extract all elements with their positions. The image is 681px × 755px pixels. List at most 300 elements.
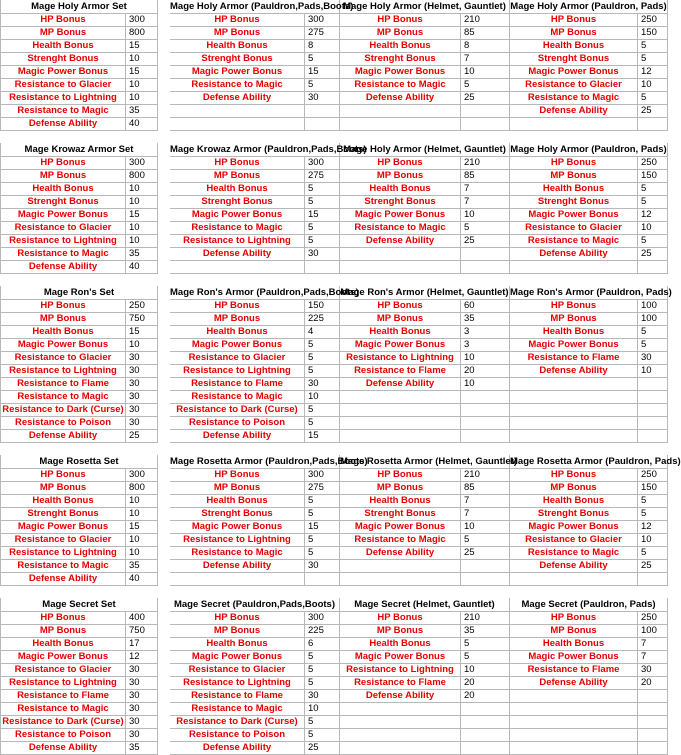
stat-label-cell[interactable]: Resistance to Lightning [170, 677, 305, 690]
stat-value-cell[interactable]: 5 [638, 92, 668, 105]
stat-value-cell[interactable]: 15 [126, 66, 158, 79]
stat-label-cell[interactable]: HP Bonus [170, 612, 305, 625]
table-header[interactable]: Mage Krowaz Armor (Pauldron,Pads,Boots) [170, 144, 367, 155]
stat-label-cell[interactable] [510, 430, 638, 443]
stat-value-cell[interactable]: 10 [126, 222, 158, 235]
stat-label-cell[interactable]: Defense Ability [510, 560, 638, 573]
stat-value-cell[interactable]: 5 [638, 495, 668, 508]
stat-value-cell[interactable]: 210 [461, 612, 510, 625]
table-header[interactable]: Mage Rosetta Set [0, 455, 158, 469]
stat-label-cell[interactable]: HP Bonus [0, 612, 126, 625]
stat-value-cell[interactable] [305, 105, 340, 118]
stat-label-cell[interactable]: MP Bonus [510, 313, 638, 326]
stat-label-cell[interactable]: Health Bonus [170, 183, 305, 196]
stat-label-cell[interactable]: Resistance to Flame [510, 352, 638, 365]
stat-value-cell[interactable]: 275 [305, 482, 340, 495]
stat-value-cell[interactable]: 30 [305, 92, 340, 105]
stat-label-cell[interactable]: Resistance to Glacier [510, 534, 638, 547]
stat-label-cell[interactable]: Health Bonus [0, 495, 126, 508]
stat-value-cell[interactable]: 250 [638, 469, 668, 482]
stat-value-cell[interactable] [461, 261, 510, 274]
stat-value-cell[interactable]: 30 [126, 690, 158, 703]
stat-label-cell[interactable]: HP Bonus [170, 300, 305, 313]
stat-label-cell[interactable] [340, 261, 461, 274]
stat-value-cell[interactable] [305, 573, 340, 586]
stat-value-cell[interactable]: 7 [461, 183, 510, 196]
stat-label-cell[interactable]: Resistance to Flame [510, 664, 638, 677]
stat-value-cell[interactable] [461, 105, 510, 118]
stat-label-cell[interactable] [340, 105, 461, 118]
stat-label-cell[interactable]: Defense Ability [170, 430, 305, 443]
stat-value-cell[interactable]: 30 [305, 248, 340, 261]
stat-label-cell[interactable]: Resistance to Flame [170, 690, 305, 703]
stat-label-cell[interactable]: Magic Power Bonus [170, 209, 305, 222]
stat-value-cell[interactable]: 250 [638, 157, 668, 170]
stat-label-cell[interactable]: Magic Power Bonus [340, 209, 461, 222]
table-header[interactable]: Mage Krowaz Armor Set [0, 143, 158, 157]
stat-value-cell[interactable]: 25 [638, 248, 668, 261]
stat-label-cell[interactable]: Strenght Bonus [510, 53, 638, 66]
stat-value-cell[interactable]: 300 [126, 14, 158, 27]
stat-value-cell[interactable]: 35 [461, 625, 510, 638]
stat-label-cell[interactable]: Resistance to Poison [0, 417, 126, 430]
stat-label-cell[interactable]: Resistance to Glacier [0, 352, 126, 365]
stat-value-cell[interactable]: 275 [305, 27, 340, 40]
stat-value-cell[interactable]: 20 [461, 677, 510, 690]
stat-label-cell[interactable]: Resistance to Lightning [0, 547, 126, 560]
stat-label-cell[interactable]: Defense Ability [170, 248, 305, 261]
stat-label-cell[interactable]: Resistance to Magic [340, 222, 461, 235]
stat-value-cell[interactable]: 30 [126, 664, 158, 677]
stat-label-cell[interactable]: Defense Ability [340, 378, 461, 391]
stat-label-cell[interactable]: Health Bonus [0, 638, 126, 651]
stat-value-cell[interactable] [461, 716, 510, 729]
stat-label-cell[interactable]: Resistance to Magic [170, 703, 305, 716]
stat-value-cell[interactable]: 10 [461, 66, 510, 79]
stat-label-cell[interactable]: Health Bonus [170, 638, 305, 651]
stat-label-cell[interactable]: HP Bonus [170, 157, 305, 170]
stat-label-cell[interactable]: MP Bonus [0, 170, 126, 183]
stat-label-cell[interactable]: Resistance to Flame [0, 690, 126, 703]
stat-value-cell[interactable]: 750 [126, 625, 158, 638]
stat-value-cell[interactable]: 300 [305, 612, 340, 625]
stat-value-cell[interactable]: 5 [638, 53, 668, 66]
table-header[interactable]: Mage Secret Set [0, 598, 158, 612]
stat-label-cell[interactable]: Resistance to Magic [0, 105, 126, 118]
stat-label-cell[interactable] [340, 404, 461, 417]
stat-value-cell[interactable]: 300 [305, 469, 340, 482]
stat-value-cell[interactable]: 25 [461, 92, 510, 105]
stat-label-cell[interactable]: MP Bonus [0, 313, 126, 326]
stat-label-cell[interactable]: Magic Power Bonus [340, 339, 461, 352]
stat-label-cell[interactable] [340, 742, 461, 755]
stat-label-cell[interactable] [170, 573, 305, 586]
stat-value-cell[interactable]: 5 [305, 222, 340, 235]
stat-value-cell[interactable]: 12 [126, 651, 158, 664]
stat-value-cell[interactable]: 5 [305, 79, 340, 92]
stat-value-cell[interactable]: 30 [305, 560, 340, 573]
stat-label-cell[interactable] [340, 118, 461, 131]
stat-value-cell[interactable]: 5 [638, 508, 668, 521]
stat-label-cell[interactable]: MP Bonus [0, 27, 126, 40]
stat-label-cell[interactable]: Health Bonus [510, 40, 638, 53]
stat-value-cell[interactable]: 5 [305, 183, 340, 196]
stat-value-cell[interactable] [461, 417, 510, 430]
stat-label-cell[interactable]: Resistance to Magic [510, 547, 638, 560]
stat-label-cell[interactable]: Resistance to Magic [170, 222, 305, 235]
stat-value-cell[interactable]: 7 [638, 651, 668, 664]
stat-label-cell[interactable]: Magic Power Bonus [0, 66, 126, 79]
stat-label-cell[interactable] [340, 703, 461, 716]
stat-value-cell[interactable]: 5 [305, 508, 340, 521]
stat-label-cell[interactable] [510, 690, 638, 703]
stat-label-cell[interactable]: Resistance to Lightning [340, 352, 461, 365]
stat-label-cell[interactable]: Magic Power Bonus [0, 339, 126, 352]
stat-label-cell[interactable]: Resistance to Lightning [170, 534, 305, 547]
stat-value-cell[interactable]: 750 [126, 313, 158, 326]
stat-label-cell[interactable]: Resistance to Magic [510, 92, 638, 105]
stat-label-cell[interactable]: HP Bonus [510, 157, 638, 170]
stat-value-cell[interactable]: 300 [126, 157, 158, 170]
stat-label-cell[interactable]: Magic Power Bonus [170, 651, 305, 664]
stat-value-cell[interactable]: 5 [638, 183, 668, 196]
stat-value-cell[interactable]: 10 [126, 508, 158, 521]
stat-value-cell[interactable]: 5 [305, 664, 340, 677]
table-header[interactable]: Mage Ron's Armor (Pauldron,Pads,Boots) [170, 287, 359, 298]
stat-label-cell[interactable]: MP Bonus [510, 27, 638, 40]
stat-value-cell[interactable]: 5 [305, 235, 340, 248]
stat-value-cell[interactable] [638, 430, 668, 443]
stat-label-cell[interactable]: Magic Power Bonus [170, 66, 305, 79]
stat-label-cell[interactable]: Defense Ability [340, 690, 461, 703]
stat-label-cell[interactable]: Strenght Bonus [340, 53, 461, 66]
stat-label-cell[interactable]: Resistance to Magic [170, 547, 305, 560]
stat-value-cell[interactable]: 800 [126, 482, 158, 495]
stat-value-cell[interactable]: 30 [126, 417, 158, 430]
stat-value-cell[interactable]: 250 [638, 14, 668, 27]
stat-label-cell[interactable]: Resistance to Poison [170, 417, 305, 430]
stat-label-cell[interactable]: Resistance to Magic [0, 703, 126, 716]
stat-value-cell[interactable]: 10 [126, 534, 158, 547]
stat-value-cell[interactable]: 225 [305, 625, 340, 638]
stat-value-cell[interactable]: 250 [126, 300, 158, 313]
stat-value-cell[interactable] [305, 118, 340, 131]
stat-label-cell[interactable]: Strenght Bonus [170, 196, 305, 209]
table-header[interactable]: Mage Holy Armor (Pauldron,Pads,Boots) [170, 1, 354, 12]
stat-label-cell[interactable] [510, 573, 638, 586]
stat-label-cell[interactable]: MP Bonus [510, 482, 638, 495]
stat-label-cell[interactable]: HP Bonus [340, 157, 461, 170]
stat-value-cell[interactable]: 5 [461, 638, 510, 651]
stat-value-cell[interactable]: 30 [126, 703, 158, 716]
stat-value-cell[interactable]: 15 [305, 521, 340, 534]
stat-value-cell[interactable]: 35 [126, 105, 158, 118]
stat-label-cell[interactable] [340, 729, 461, 742]
stat-value-cell[interactable]: 10 [126, 495, 158, 508]
stat-value-cell[interactable]: 5 [305, 716, 340, 729]
stat-label-cell[interactable]: Defense Ability [0, 261, 126, 274]
stat-label-cell[interactable] [510, 716, 638, 729]
stat-value-cell[interactable]: 25 [461, 235, 510, 248]
stat-label-cell[interactable]: Resistance to Dark (Curse) [0, 404, 126, 417]
stat-label-cell[interactable]: HP Bonus [510, 300, 638, 313]
stat-value-cell[interactable]: 5 [305, 534, 340, 547]
stat-label-cell[interactable]: Magic Power Bonus [510, 651, 638, 664]
stat-value-cell[interactable]: 35 [126, 742, 158, 755]
stat-value-cell[interactable]: 210 [461, 469, 510, 482]
stat-label-cell[interactable]: Resistance to Lightning [170, 365, 305, 378]
stat-value-cell[interactable]: 30 [126, 365, 158, 378]
stat-label-cell[interactable]: Health Bonus [340, 183, 461, 196]
stat-label-cell[interactable]: HP Bonus [340, 14, 461, 27]
stat-value-cell[interactable]: 85 [461, 482, 510, 495]
stat-value-cell[interactable]: 150 [638, 482, 668, 495]
stat-value-cell[interactable]: 30 [305, 378, 340, 391]
stat-label-cell[interactable]: HP Bonus [340, 612, 461, 625]
stat-value-cell[interactable]: 15 [305, 209, 340, 222]
stat-value-cell[interactable]: 4 [305, 326, 340, 339]
stat-value-cell[interactable]: 150 [638, 170, 668, 183]
stat-value-cell[interactable]: 7 [461, 196, 510, 209]
stat-label-cell[interactable]: HP Bonus [510, 612, 638, 625]
stat-label-cell[interactable]: Resistance to Glacier [0, 534, 126, 547]
stat-value-cell[interactable]: 10 [126, 339, 158, 352]
stat-value-cell[interactable]: 3 [461, 339, 510, 352]
stat-value-cell[interactable] [638, 690, 668, 703]
stat-label-cell[interactable]: Strenght Bonus [170, 508, 305, 521]
stat-label-cell[interactable]: MP Bonus [510, 625, 638, 638]
stat-value-cell[interactable] [638, 573, 668, 586]
stat-value-cell[interactable] [461, 404, 510, 417]
stat-value-cell[interactable]: 40 [126, 118, 158, 131]
stat-value-cell[interactable]: 10 [461, 209, 510, 222]
stat-label-cell[interactable] [510, 391, 638, 404]
stat-label-cell[interactable]: HP Bonus [0, 300, 126, 313]
stat-value-cell[interactable]: 3 [461, 326, 510, 339]
stat-label-cell[interactable]: HP Bonus [0, 469, 126, 482]
stat-label-cell[interactable]: Health Bonus [510, 183, 638, 196]
stat-label-cell[interactable]: Health Bonus [170, 40, 305, 53]
stat-value-cell[interactable]: 30 [126, 677, 158, 690]
stat-value-cell[interactable]: 25 [638, 560, 668, 573]
stat-label-cell[interactable]: MP Bonus [170, 27, 305, 40]
stat-label-cell[interactable] [340, 716, 461, 729]
stat-value-cell[interactable]: 300 [305, 157, 340, 170]
stat-label-cell[interactable]: Magic Power Bonus [170, 339, 305, 352]
stat-label-cell[interactable]: HP Bonus [510, 469, 638, 482]
stat-value-cell[interactable]: 85 [461, 27, 510, 40]
stat-label-cell[interactable]: MP Bonus [0, 482, 126, 495]
stat-value-cell[interactable] [638, 703, 668, 716]
stat-label-cell[interactable]: Defense Ability [0, 430, 126, 443]
stat-label-cell[interactable]: Resistance to Flame [340, 677, 461, 690]
stat-value-cell[interactable]: 10 [305, 391, 340, 404]
table-header[interactable]: Mage Secret (Helmet, Gauntlet) [340, 598, 510, 612]
stat-label-cell[interactable] [170, 105, 305, 118]
stat-label-cell[interactable]: Magic Power Bonus [170, 521, 305, 534]
stat-label-cell[interactable]: HP Bonus [340, 300, 461, 313]
stat-label-cell[interactable]: Health Bonus [340, 638, 461, 651]
table-header[interactable]: Mage Secret (Pauldron, Pads) [510, 598, 668, 612]
stat-label-cell[interactable]: Resistance to Lightning [0, 677, 126, 690]
stat-value-cell[interactable]: 30 [126, 404, 158, 417]
stat-label-cell[interactable]: Defense Ability [340, 547, 461, 560]
stat-label-cell[interactable]: Resistance to Glacier [0, 79, 126, 92]
stat-label-cell[interactable]: Magic Power Bonus [0, 521, 126, 534]
stat-value-cell[interactable]: 5 [638, 339, 668, 352]
stat-value-cell[interactable]: 8 [461, 40, 510, 53]
stat-label-cell[interactable]: MP Bonus [340, 170, 461, 183]
stat-value-cell[interactable]: 10 [461, 521, 510, 534]
stat-label-cell[interactable] [510, 261, 638, 274]
stat-label-cell[interactable]: HP Bonus [340, 469, 461, 482]
stat-value-cell[interactable]: 35 [126, 248, 158, 261]
stat-value-cell[interactable]: 12 [638, 66, 668, 79]
stat-label-cell[interactable] [170, 118, 305, 131]
stat-value-cell[interactable] [461, 742, 510, 755]
stat-value-cell[interactable]: 10 [126, 547, 158, 560]
stat-label-cell[interactable]: Strenght Bonus [510, 196, 638, 209]
stat-value-cell[interactable]: 400 [126, 612, 158, 625]
stat-label-cell[interactable]: MP Bonus [340, 313, 461, 326]
stat-value-cell[interactable]: 10 [461, 664, 510, 677]
stat-value-cell[interactable]: 5 [305, 365, 340, 378]
table-header[interactable]: Mage Rosetta Armor (Pauldron,Pads,Boots) [170, 456, 368, 467]
stat-value-cell[interactable] [461, 560, 510, 573]
stat-label-cell[interactable] [340, 560, 461, 573]
stat-value-cell[interactable]: 25 [126, 430, 158, 443]
stat-label-cell[interactable]: Resistance to Magic [340, 534, 461, 547]
stat-label-cell[interactable]: Health Bonus [0, 326, 126, 339]
table-header[interactable]: Mage Rosetta Armor (Helmet, Gauntlet) [340, 456, 518, 467]
stat-label-cell[interactable]: Defense Ability [170, 560, 305, 573]
stat-value-cell[interactable]: 10 [461, 378, 510, 391]
stat-value-cell[interactable]: 5 [305, 651, 340, 664]
stat-label-cell[interactable] [340, 248, 461, 261]
stat-value-cell[interactable]: 5 [305, 495, 340, 508]
stat-label-cell[interactable]: MP Bonus [170, 625, 305, 638]
stat-value-cell[interactable] [638, 729, 668, 742]
stat-label-cell[interactable]: Defense Ability [170, 742, 305, 755]
stat-value-cell[interactable]: 10 [638, 365, 668, 378]
stat-label-cell[interactable] [510, 703, 638, 716]
stat-label-cell[interactable]: Resistance to Magic [510, 235, 638, 248]
stat-label-cell[interactable]: MP Bonus [340, 27, 461, 40]
stat-label-cell[interactable]: Health Bonus [340, 326, 461, 339]
stat-label-cell[interactable]: Resistance to Poison [0, 729, 126, 742]
stat-label-cell[interactable]: Strenght Bonus [340, 196, 461, 209]
stat-value-cell[interactable]: 30 [126, 391, 158, 404]
stat-label-cell[interactable]: Magic Power Bonus [340, 651, 461, 664]
stat-value-cell[interactable]: 20 [461, 365, 510, 378]
stat-label-cell[interactable]: Resistance to Dark (Curse) [170, 716, 305, 729]
stat-value-cell[interactable]: 25 [461, 547, 510, 560]
stat-value-cell[interactable]: 25 [305, 742, 340, 755]
table-header[interactable]: Mage Ron's Set [0, 286, 158, 300]
stat-value-cell[interactable]: 35 [461, 313, 510, 326]
stat-value-cell[interactable]: 800 [126, 170, 158, 183]
stat-value-cell[interactable]: 800 [126, 27, 158, 40]
stat-value-cell[interactable]: 40 [126, 261, 158, 274]
stat-label-cell[interactable]: HP Bonus [170, 14, 305, 27]
stat-label-cell[interactable]: MP Bonus [170, 313, 305, 326]
stat-value-cell[interactable]: 5 [638, 40, 668, 53]
stat-label-cell[interactable] [340, 417, 461, 430]
stat-value-cell[interactable]: 10 [461, 352, 510, 365]
stat-value-cell[interactable]: 150 [638, 27, 668, 40]
stat-value-cell[interactable] [461, 430, 510, 443]
stat-label-cell[interactable]: MP Bonus [510, 170, 638, 183]
stat-label-cell[interactable]: Defense Ability [510, 365, 638, 378]
stat-label-cell[interactable]: Magic Power Bonus [0, 651, 126, 664]
stat-value-cell[interactable]: 85 [461, 170, 510, 183]
stat-value-cell[interactable] [638, 378, 668, 391]
stat-label-cell[interactable]: Strenght Bonus [510, 508, 638, 521]
stat-label-cell[interactable] [510, 729, 638, 742]
stat-label-cell[interactable] [170, 261, 305, 274]
stat-label-cell[interactable] [510, 378, 638, 391]
stat-label-cell[interactable]: Resistance to Poison [170, 729, 305, 742]
stat-value-cell[interactable] [461, 573, 510, 586]
stat-label-cell[interactable] [510, 118, 638, 131]
stat-value-cell[interactable] [638, 118, 668, 131]
stat-value-cell[interactable]: 5 [461, 222, 510, 235]
stat-value-cell[interactable]: 17 [126, 638, 158, 651]
stat-label-cell[interactable]: Magic Power Bonus [340, 521, 461, 534]
stat-label-cell[interactable]: Resistance to Flame [0, 378, 126, 391]
stat-value-cell[interactable]: 60 [461, 300, 510, 313]
stat-value-cell[interactable]: 5 [305, 196, 340, 209]
stat-label-cell[interactable]: Health Bonus [340, 495, 461, 508]
stat-value-cell[interactable]: 7 [461, 495, 510, 508]
stat-value-cell[interactable] [461, 729, 510, 742]
stat-value-cell[interactable]: 250 [638, 612, 668, 625]
stat-label-cell[interactable]: HP Bonus [170, 469, 305, 482]
stat-value-cell[interactable]: 8 [305, 40, 340, 53]
stat-value-cell[interactable] [305, 261, 340, 274]
stat-label-cell[interactable]: Resistance to Glacier [0, 222, 126, 235]
stat-value-cell[interactable]: 5 [461, 79, 510, 92]
stat-value-cell[interactable]: 10 [126, 235, 158, 248]
stat-value-cell[interactable]: 5 [638, 547, 668, 560]
stat-value-cell[interactable]: 5 [461, 534, 510, 547]
stat-value-cell[interactable] [461, 703, 510, 716]
stat-value-cell[interactable] [461, 118, 510, 131]
stat-label-cell[interactable]: Defense Ability [340, 235, 461, 248]
stat-value-cell[interactable]: 100 [638, 300, 668, 313]
stat-label-cell[interactable]: Resistance to Lightning [340, 664, 461, 677]
stat-value-cell[interactable]: 15 [126, 209, 158, 222]
stat-label-cell[interactable]: Defense Ability [510, 248, 638, 261]
stat-label-cell[interactable]: MP Bonus [0, 625, 126, 638]
stat-value-cell[interactable] [461, 248, 510, 261]
stat-value-cell[interactable]: 15 [126, 521, 158, 534]
stat-label-cell[interactable]: Resistance to Magic [0, 560, 126, 573]
stat-value-cell[interactable]: 10 [638, 222, 668, 235]
stat-value-cell[interactable]: 30 [305, 690, 340, 703]
stat-value-cell[interactable]: 15 [126, 326, 158, 339]
stat-value-cell[interactable]: 30 [126, 378, 158, 391]
stat-value-cell[interactable]: 7 [461, 508, 510, 521]
stat-value-cell[interactable]: 15 [305, 430, 340, 443]
stat-label-cell[interactable]: Health Bonus [510, 495, 638, 508]
stat-value-cell[interactable]: 15 [126, 40, 158, 53]
stat-value-cell[interactable]: 12 [638, 521, 668, 534]
stat-label-cell[interactable] [340, 430, 461, 443]
stat-label-cell[interactable]: HP Bonus [0, 157, 126, 170]
stat-value-cell[interactable]: 225 [305, 313, 340, 326]
stat-label-cell[interactable]: Resistance to Dark (Curse) [170, 404, 305, 417]
